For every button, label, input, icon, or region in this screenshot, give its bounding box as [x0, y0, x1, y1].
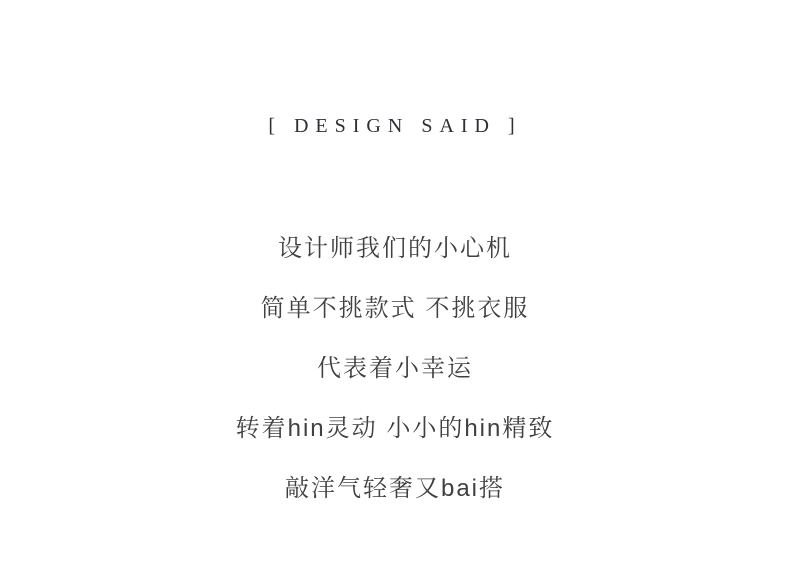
tagline-line-1: 设计师我们的小心机: [277, 235, 512, 262]
tagline-line-4: 转着hin灵动 小小的hin精致: [235, 415, 555, 442]
tagline-list: [236, 219, 555, 519]
tagline-line-2: 简单不挑款式 不挑衣服: [260, 295, 530, 322]
tagline-line-5: 敲洋气轻奢又bai搭: [284, 475, 505, 502]
section-heading: [ DESIGN SAID ]: [268, 115, 522, 137]
tagline-line-3: 代表着小幸运: [316, 355, 473, 382]
